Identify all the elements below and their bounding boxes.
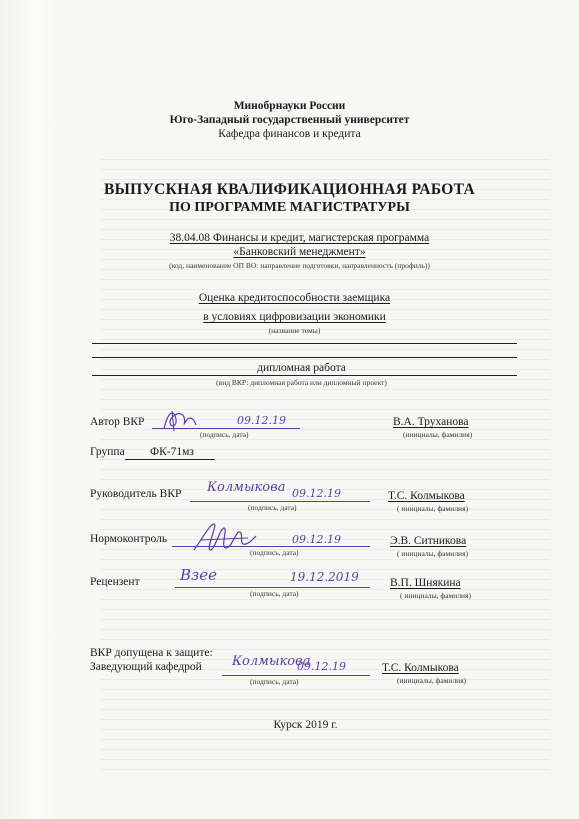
head-label: Заведующий кафедрой	[90, 661, 202, 673]
admission-label: ВКР допущена к защите:	[90, 647, 213, 659]
normcontrol-sign-line	[172, 546, 370, 547]
topic-line2: в условиях цифровизации экономики	[203, 311, 386, 323]
author-sign-caption: (подпись, дата)	[200, 430, 249, 439]
work-title-line2: ПО ПРОГРАММЕ МАГИСТРАТУРЫ	[169, 200, 410, 215]
head-name-caption: (инициалы, фамилия)	[397, 676, 467, 685]
work-type-line	[92, 375, 517, 376]
supervisor-date: 09.12.19	[292, 487, 341, 500]
reviewer-name: В.П. Шнякина	[390, 577, 461, 589]
topic-blank-line-2	[92, 357, 517, 358]
department: Кафедра финансов и кредита	[218, 128, 361, 140]
supervisor-signature: Колмыкова	[207, 480, 286, 495]
program-name: «Банковский менеджмент»	[233, 246, 366, 258]
group-line	[125, 459, 215, 460]
group-value: ФК-71мз	[150, 446, 194, 458]
author-signature	[160, 405, 200, 435]
author-label: Автор ВКР	[90, 416, 145, 428]
work-type-caption: (вид ВКР: дипломная работа или дипломный проект)	[216, 378, 387, 387]
supervisor-name: Т.С. Колмыкова	[388, 490, 465, 502]
work-title-line1: ВЫПУСКНАЯ КВАЛИФИКАЦИОННАЯ РАБОТА	[103, 181, 476, 198]
program-caption: (код, наименование ОП ВО: направление подготовки, направленность (профиль))	[169, 261, 430, 270]
reviewer-sign-caption: (подпись, дата)	[250, 589, 299, 598]
reviewer-sign-line	[175, 587, 370, 588]
city-year: Курск 2019 г.	[273, 719, 338, 731]
reviewer-signature: Взее	[180, 566, 217, 584]
head-signature: Колмыкова	[232, 654, 311, 669]
supervisor-name-caption: ( инициалы, фамилия)	[397, 504, 469, 513]
head-name: Т.С. Колмыкова	[382, 662, 459, 674]
normcontrol-name: Э.В. Ситникова	[390, 535, 467, 547]
supervisor-sign-caption: (подпись, дата)	[248, 503, 297, 512]
author-name: В.А. Труханова	[393, 416, 469, 428]
head-date: 09.12.19	[297, 660, 346, 673]
program-code: 38.04.08 Финансы и кредит, магистерская программа	[169, 232, 430, 244]
topic-blank-line-1	[92, 343, 517, 344]
reviewer-label: Рецензент	[90, 576, 140, 588]
reviewer-date: 19.12.2019	[290, 570, 359, 584]
author-name-caption: (инициалы, фамилия)	[403, 430, 473, 439]
normcontrol-sign-caption: (подпись, дата)	[250, 548, 299, 557]
author-sign-line	[152, 428, 300, 429]
university: Юго-Западный государственный университет	[169, 114, 410, 126]
normcontrol-name-caption: ( инициалы, фамилия)	[397, 549, 469, 558]
head-sign-line	[222, 675, 370, 676]
normcontrol-label: Нормоконтроль	[90, 533, 168, 545]
topic-caption: (название темы)	[268, 326, 321, 335]
supervisor-sign-line	[190, 501, 370, 502]
reviewer-name-caption: ( инициалы, фамилия)	[400, 591, 472, 600]
group-label: Группа	[90, 446, 125, 458]
work-type-value: дипломная работа	[257, 362, 346, 374]
head-sign-caption: (подпись, дата)	[250, 677, 299, 686]
topic-line1: Оценка кредитоспособности заемщика	[198, 292, 391, 304]
normcontrol-date: 09.12.19	[292, 533, 341, 546]
author-date: 09.12.19	[237, 414, 286, 427]
supervisor-label: Руководитель ВКР	[90, 488, 182, 500]
ministry: Минобрнауки России	[233, 100, 346, 112]
